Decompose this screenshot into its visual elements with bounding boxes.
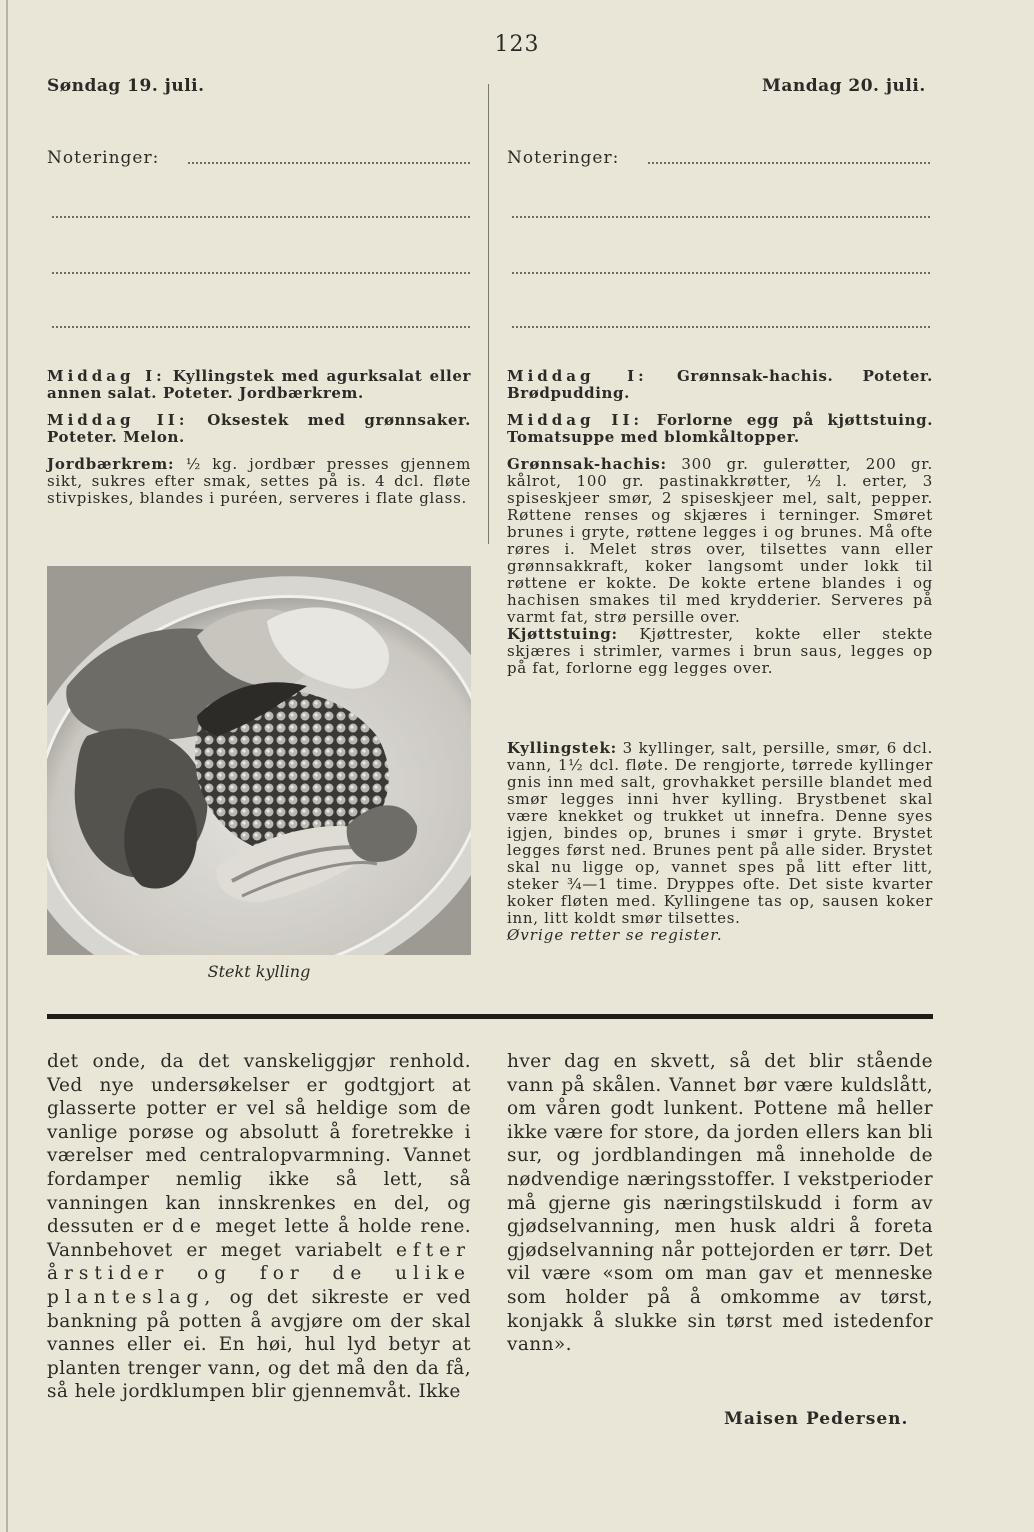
roast-chicken-illustration bbox=[47, 566, 471, 955]
column-divider bbox=[488, 84, 489, 544]
right-dinner-2 bbox=[507, 412, 933, 446]
right-dinner-1 bbox=[507, 368, 933, 402]
left-dinner-2-label: Middag II: bbox=[47, 411, 189, 429]
page-edge bbox=[6, 0, 8, 1532]
article-column-1 bbox=[47, 1050, 471, 1404]
left-menu-column bbox=[47, 368, 471, 507]
right-dinner-1-text: Grønnsak-hachis. Poteter. Brødpudding. bbox=[507, 367, 934, 402]
article-col1-part-c: og det sikreste er ved bankning på potten å avgjøre om der skal vannes eller ei. En høi, hul lyd betyr at planten trenger vann, og det må den da få, så hele jordklumpen blir gjennemvåt. Ikke bbox=[47, 1286, 471, 1403]
right-recipe-3-block bbox=[507, 740, 933, 944]
left-day-heading: Søndag 19. juli. bbox=[47, 76, 205, 96]
right-dinner-2-label: Middag II: bbox=[507, 411, 644, 429]
article-column-2 bbox=[507, 1050, 933, 1357]
left-notes-line-3 bbox=[52, 270, 470, 274]
right-notes-line-4 bbox=[512, 324, 930, 328]
right-menu-column bbox=[507, 368, 933, 677]
right-recipe-2-name: Kjøttstuing: bbox=[507, 625, 618, 643]
section-divider bbox=[47, 1014, 933, 1019]
right-recipe-3-text: 3 kyllinger, salt, persille, smør, 6 dcl. vann, 1½ dcl. fløte. De rengjorte, tørrede kyllinger gnis inn med salt, grovhakket persille blandet med smør legges inni hver kylling. Brystbenet skal være knekket og trukket ut innefra. Denne syes igjen, bindes op, brunes i smør i gryte. Brystet legges først ned. Brunes pent på alle sider. Brystet skal nu ligge op, vannet spes på litt efter litt, steker ¾—1 time. Dryppes ofte. Det siste kvarter koker fløten med. Kyllingene tas op, sausen koker inn, litt koldt smør tilsettes. bbox=[507, 739, 933, 927]
right-notes-line-2 bbox=[512, 214, 930, 218]
roast-chicken-photo bbox=[47, 566, 471, 955]
right-dinner-2-text: Forlorne egg på kjøttstuing. Tomatsuppe med blomkåltopper. bbox=[507, 411, 934, 446]
article-col1-de: de bbox=[172, 1216, 207, 1238]
left-dinner-2-text: Oksestek med grønnsaker. Poteter. Melon. bbox=[47, 411, 472, 446]
other-dishes-note: Øvrige retter se register. bbox=[507, 926, 723, 944]
left-notes-line-1 bbox=[188, 160, 470, 164]
page-number: 123 bbox=[494, 32, 540, 57]
left-recipe bbox=[47, 456, 471, 507]
article-col2-text: hver dag en skvett, så det blir stående vann på skålen. Vannet bør være kuldslått, om våren godt lunkent. Pottene må heller ikke være for store, da jorden ellers kan bli sur, og jordblandingen må inneholde de nødvendige næringsstoffer. I vekstperioder må gjerne gis næringstilskudd i form av gjødselvanning, men husk aldri å foreta gjødselvanning når pottejorden er tørr. Det vil være «som om man gav et menneske som holder på å omkomme av tørst, konjakk å slukke sin tørst med istedenfor vann». bbox=[507, 1051, 933, 1356]
article-col1-part-a: det onde, da det vanskeliggjør renhold. Ved nye undersøkelser er godtgjort at glasserte potter er vel så heldige som de vanlige porøse og absolutt å foretrekke i værelser med centralopvarmning. Vannet fordamper nemlig ikke så lett, så vanningen kan innskrenkes en del, og dessuten er bbox=[47, 1051, 471, 1238]
article-col1-part-b: meget lette å holde rene. Vannbehovet er meget variabelt bbox=[47, 1216, 472, 1261]
right-notes-line-1 bbox=[648, 160, 930, 164]
right-notes-line-3 bbox=[512, 270, 930, 274]
left-recipe-name: Jordbærkrem: bbox=[47, 455, 175, 473]
left-dinner-1-text: Kyllingstek med agurksalat eller annen salat. Poteter. Jordbærkrem. bbox=[47, 367, 471, 402]
left-notes-line-2 bbox=[52, 214, 470, 218]
right-recipe-2 bbox=[507, 626, 933, 677]
right-recipe-2-text: Kjøttrester, kokte eller stekte skjæres i strimler, varmes i brun saus, legges op på fat, forlorne egg legges over. bbox=[507, 625, 933, 677]
right-recipe-3 bbox=[507, 740, 933, 927]
left-notes-label: Noteringer: bbox=[47, 148, 160, 168]
right-recipe-1-text: 300 gr. gulerøtter, 200 gr. kålrot, 100 gr. pastinakkrøtter, ½ l. erter, 3 spiseskjeer smør, 2 spiseskjeer mel, salt, pepper. Røttene renses og skjæres i terninger. Smøret brunes i gryte, røttene legges i og brunes. Må ofte røres i. Melet strøs over, tilsettes vann eller grønnsakkraft, koker langsomt under lokk til røttene er kokte. De kokte ertene blandes i og hachisen smakes til med krydderier. Serveres på varmt fat, strø persille over. bbox=[507, 455, 933, 626]
left-dinner-1-label: Middag I: bbox=[47, 367, 166, 385]
right-recipe-3-name: Kyllingstek: bbox=[507, 739, 618, 757]
left-recipe-text: ½ kg. jordbær presses gjennem sikt, sukres efter smak, settes på is. 4 dcl. fløte stivpiskes, blandes i puréen, serveres i flate glass. bbox=[47, 455, 471, 507]
photo-caption: Stekt kylling bbox=[207, 962, 311, 981]
right-dinner-1-label: Middag I: bbox=[507, 367, 648, 385]
author-signature: Maisen Pedersen. bbox=[724, 1409, 909, 1429]
right-notes-label: Noteringer: bbox=[507, 148, 620, 168]
left-notes-line-4 bbox=[52, 324, 470, 328]
article-col1-spaced: efter årstider og for de ulike planteslag, bbox=[47, 1239, 471, 1308]
right-recipe-1 bbox=[507, 456, 933, 626]
left-dinner-1 bbox=[47, 368, 471, 402]
right-recipe-1-name: Grønnsak-hachis: bbox=[507, 455, 667, 473]
right-day-heading: Mandag 20. juli. bbox=[762, 76, 926, 96]
left-dinner-2 bbox=[47, 412, 471, 446]
